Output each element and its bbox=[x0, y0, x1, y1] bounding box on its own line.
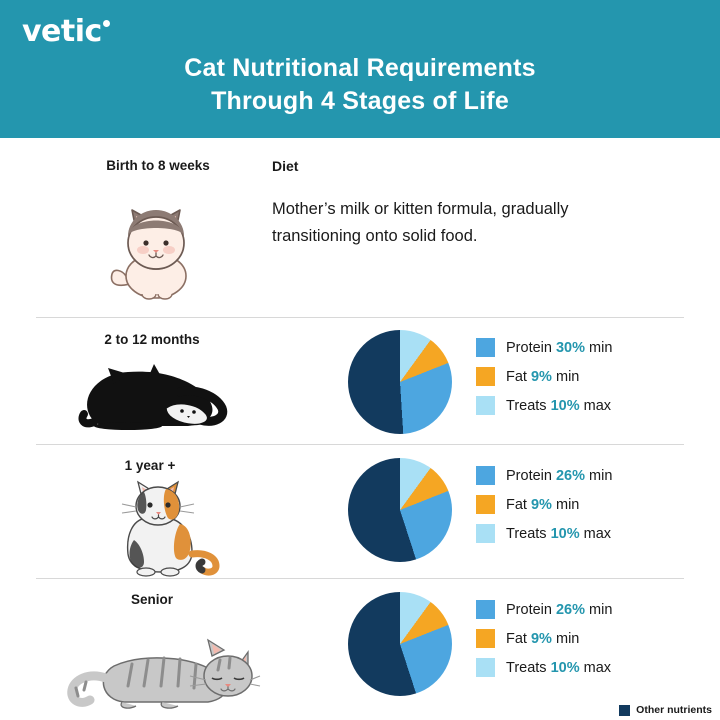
legend-label-other-nutrients: Other nutrients bbox=[636, 704, 712, 716]
legend-swatch-protein-icon bbox=[476, 466, 495, 485]
stage-row-2-to-12-months bbox=[0, 318, 720, 444]
footer-legend-other-nutrients bbox=[619, 704, 712, 716]
calico-cat-sitting-illustration bbox=[100, 474, 230, 578]
legend-item-treats bbox=[476, 653, 612, 682]
legend-item-fat bbox=[476, 490, 612, 519]
legend-label-fat: Fat 9% min bbox=[506, 368, 580, 385]
legend-senior bbox=[476, 595, 612, 682]
kitten-grey-white-illustration bbox=[96, 188, 216, 308]
header-banner bbox=[0, 0, 720, 138]
legend-swatch-fat-icon bbox=[476, 495, 495, 514]
legend-label-protein: Protein 26% min bbox=[506, 467, 613, 484]
page-title bbox=[0, 52, 720, 118]
legend-swatch-treats-icon bbox=[476, 524, 495, 543]
diet-description: Mother’s milk or kitten formula, gradually transitioning onto solid food. bbox=[272, 200, 569, 245]
brand-dot-icon bbox=[103, 20, 110, 27]
stage-row-senior bbox=[0, 578, 720, 720]
pie-chart-1-year-plus bbox=[348, 458, 452, 562]
stage-label-3: 1 year + bbox=[124, 458, 176, 473]
legend-swatch-treats-icon bbox=[476, 396, 495, 415]
grey-tabby-lying-illustration bbox=[62, 620, 262, 716]
legend-swatch-fat-icon bbox=[476, 629, 495, 648]
legend-label-fat: Fat 9% min bbox=[506, 496, 580, 513]
legend-label-fat: Fat 9% min bbox=[506, 630, 580, 647]
title-line-1: Cat Nutritional Requirements bbox=[184, 54, 536, 82]
brand-logo bbox=[22, 14, 110, 49]
legend-item-treats bbox=[476, 519, 612, 548]
stage-row-1-year-plus bbox=[0, 444, 720, 578]
legend-item-fat bbox=[476, 362, 612, 391]
stage-row-birth-to-8-weeks bbox=[0, 138, 720, 318]
title-line-2: Through 4 Stages of Life bbox=[211, 87, 509, 115]
brand-name: vetic bbox=[22, 14, 102, 49]
legend-item-protein bbox=[476, 595, 612, 624]
legend-label-protein: Protein 30% min bbox=[506, 339, 613, 356]
legend-swatch-fat-icon bbox=[476, 367, 495, 386]
black-cat-sleeping-illustration bbox=[70, 356, 240, 436]
legend-swatch-treats-icon bbox=[476, 658, 495, 677]
diet-heading: Diet bbox=[272, 158, 299, 174]
stage-label-4: Senior bbox=[130, 592, 173, 607]
legend-label-treats: Treats 10% max bbox=[506, 659, 612, 676]
pie-chart-2-to-12-months bbox=[348, 330, 452, 434]
legend-label-treats: Treats 10% max bbox=[506, 525, 612, 542]
legend-label-protein: Protein 26% min bbox=[506, 601, 613, 618]
legend-label-treats: Treats 10% max bbox=[506, 397, 612, 414]
legend-swatch-other-nutrients-icon bbox=[619, 705, 630, 716]
legend-item-protein bbox=[476, 461, 612, 490]
legend-item-treats bbox=[476, 391, 612, 420]
stage-label-2: 2 to 12 months bbox=[104, 332, 200, 347]
legend-2-to-12-months bbox=[476, 333, 612, 420]
legend-item-fat bbox=[476, 624, 612, 653]
legend-swatch-protein-icon bbox=[476, 338, 495, 357]
pie-chart-senior bbox=[348, 592, 452, 696]
stage-label-1: Birth to 8 weeks bbox=[106, 158, 210, 173]
legend-1-year-plus bbox=[476, 461, 612, 548]
legend-item-protein bbox=[476, 333, 612, 362]
legend-swatch-protein-icon bbox=[476, 600, 495, 619]
